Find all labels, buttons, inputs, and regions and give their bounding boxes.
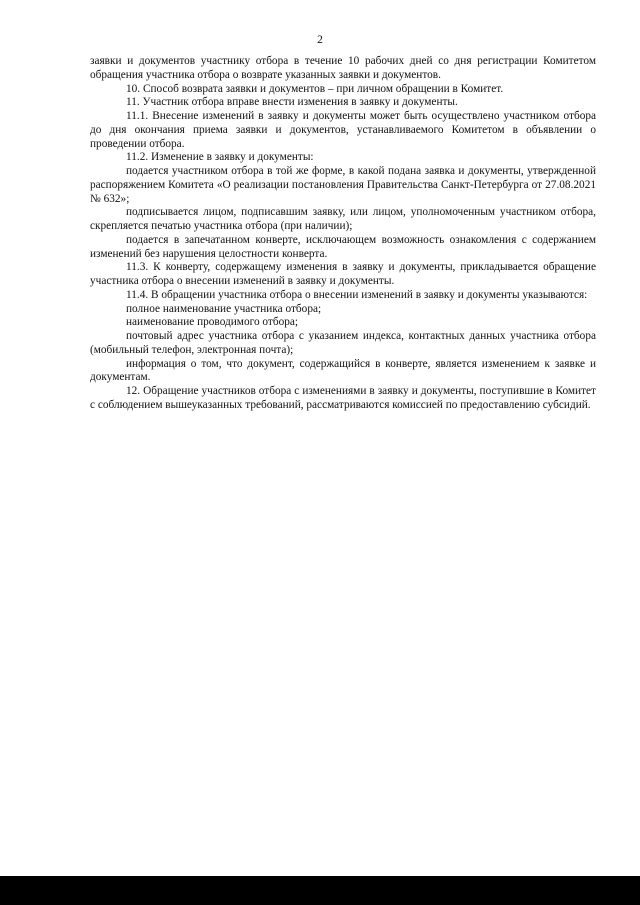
paragraph-10: 10. Способ возврата заявки и документов – при личном обращении в Комитет. [126, 82, 504, 95]
paragraph-11: 11. Участник отбора вправе внести изменения в заявку и документы. [126, 96, 458, 109]
paragraph-11-4: 11.4. В обращении участника отбора о внесении изменений в заявку и документы указываются: [126, 288, 588, 301]
paragraph-12: 12. Обращение участников отбора с изменениями в заявку и документы, поступившие в Комитет с соблюдением вышеуказанных требований, рассматриваются комиссией по предоставлению субсидий. [90, 385, 596, 411]
paragraph-11-2-item-signed: подписывается лицом, подписавшим заявку, или лицом, уполномоченным участником отбора, скрепляется печатью участника отбора (при наличии); [90, 206, 596, 232]
paragraph-11-4-item-address: почтовый адрес участника отбора с указанием индекса, контактных данных участника отбора (мобильный телефон, электронная почта); [90, 330, 596, 356]
paragraph-11-4-item-selection: наименование проводимого отбора; [126, 316, 299, 329]
paragraph-continuation: заявки и документов участнику отбора в течение 10 рабочих дней со дня регистрации Комитетом обращения участника отбора о возврате указанных заявки и документов. [90, 55, 596, 81]
scan-border-bottom [0, 876, 640, 905]
paragraph-11-1: 11.1. Внесение изменений в заявку и документы может быть осуществлено участником отбора до дня окончания приема заявки и документов, устанавливаемого Комитетом в объявлении о проведении отбора. [90, 110, 596, 150]
paragraph-11-2-item-form: подается участником отбора в той же форме, в какой подана заявка и документы, утвержденной распоряжением Комитета «О реализации постановления Правительства Санкт-Петербурга от 27.08.2021 № 632»; [90, 165, 596, 205]
paragraph-11-3: 11.3. К конверту, содержащему изменения в заявку и документы, прикладывается обращение участника отбора о внесении изменений в заявку и документы. [90, 261, 596, 287]
paragraph-11-2: 11.2. Изменение в заявку и документы: [126, 151, 314, 164]
document-body [90, 55, 596, 413]
page-number: 2 [317, 34, 323, 46]
paragraph-11-2-item-envelope: подается в запечатанном конверте, исключающем возможность ознакомления с содержанием изменений без нарушения целостности конверта. [90, 233, 596, 260]
paragraph-11-4-item-info: информация о том, что документ, содержащийся в конверте, является изменением к заявке и документам. [90, 357, 596, 384]
paragraph-11-4-item-name: полное наименование участника отбора; [126, 302, 322, 315]
